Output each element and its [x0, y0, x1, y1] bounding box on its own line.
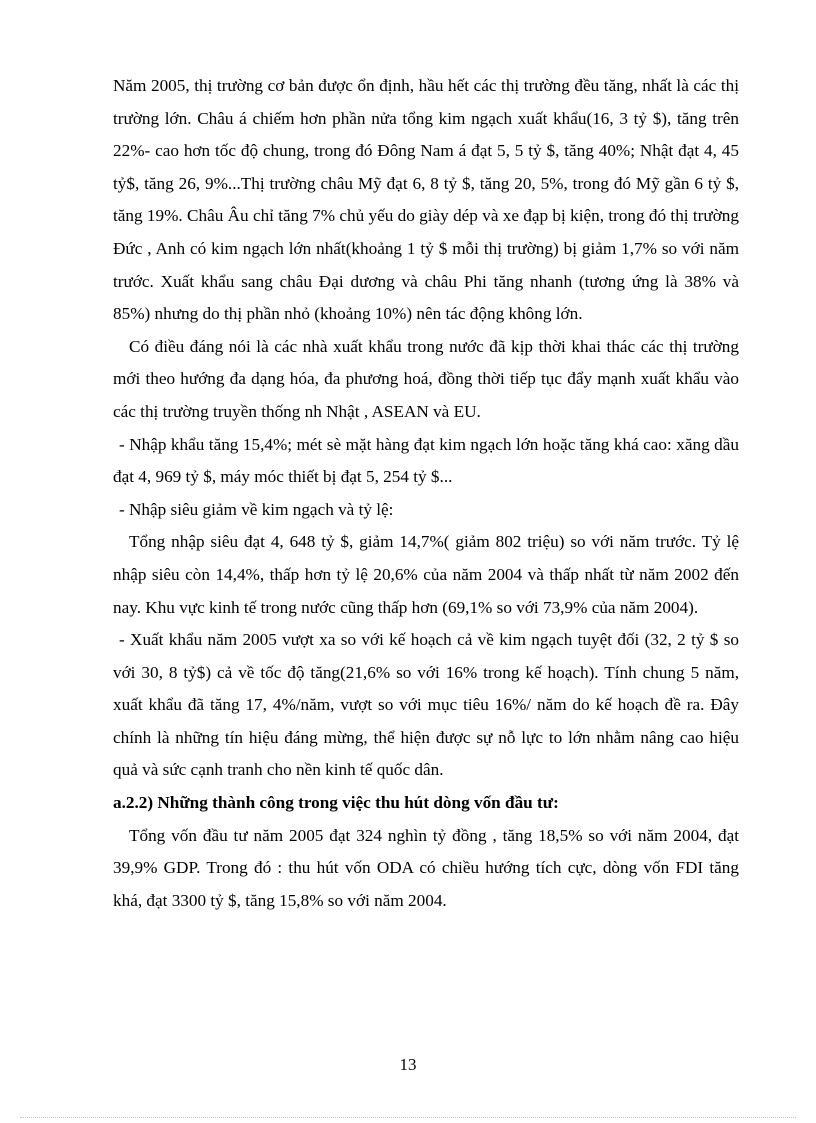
paragraph-export-markets: Năm 2005, thị trường cơ bản được ổn định, hầu hết các thị trường đều tăng, nhất là các thị trường lớn. Châu á chiếm hơn phần nửa tổng kim ngạch xuất khẩu(16, 3 tỷ $), tăng trên 22%- cao hơn tốc độ chung, trong đó Đông Nam á đạt 5, 5 tỷ $, tăng 40%; Nhật đạt 4, 45 tỷ$, tăng 26, 9%...Thị trường châu Mỹ đạt 6, 8 tỷ $, tăng 20, 5%, trong đó Mỹ gần 6 tỷ $, tăng 19%. Châu Âu chỉ tăng 7% chủ yếu do giày dép và xe đạp bị kiện, trong đó thị trường Đức , Anh có kim ngạch lớn nhất(khoảng 1 tỷ $ mỗi thị trường) bị giảm 1,7% so với năm trước. Xuất khẩu sang châu Đại dương và châu Phi tăng nhanh (tương ứng là 38% và 85%) nhưng do thị phần nhỏ (khoảng 10%) nên tác động không lớn. — [113, 76, 739, 324]
bullet-imports: - Nhập khẩu tăng 15,4%; mét sè mặt hàng đạt kim ngạch lớn hoặc tăng khá cao: xăng dầu đạt 4, 969 tỷ $, máy móc thiết bị đạt 5, 254 tỷ $... — [113, 434, 739, 487]
section-heading: a.2.2) Những thành công trong việc thu hút dòng vốn đầu tư: — [113, 793, 559, 813]
page-bottom-divider — [20, 1117, 796, 1118]
document-body — [113, 70, 739, 917]
paragraph-investment: Tổng vốn đầu tư năm 2005 đạt 324 nghìn tỷ đồng , tăng 18,5% so với năm 2004, đạt 39,9% GDP. Trong đó : thu hút vốn ODA có chiều hướng tích cực, dòng vốn FDI tăng khá, đạt 3300 tỷ $, tăng 15,8% so với năm 2004. — [113, 825, 739, 910]
paragraph-market-diversification: Có điều đáng nói là các nhà xuất khẩu trong nước đã kịp thời khai thác các thị trường mới theo hướng đa dạng hóa, đa phương hoá, đồng thời tiếp tục đẩy mạnh xuất khẩu vào các thị trường truyền thống nh Nhật , ASEAN và EU. — [113, 336, 739, 421]
bullet-export-plan: - Xuất khẩu năm 2005 vượt xa so với kế hoạch cả về kim ngạch tuyệt đối (32, 2 tỷ $ so với 30, 8 tỷ$) cả về tốc độ tăng(21,6% so với 16% trong kế hoạch). Tính chung 5 năm, xuất khẩu đã tăng 17, 4%/năm, vượt so với mục tiêu 16%/ năm do kế hoạch đề ra. Đây chính là những tín hiệu đáng mừng, thể hiện được sự nỗ lực to lớn nhằm nâng cao hiệu quả và sức cạnh tranh cho nền kinh tế quốc dân. — [113, 630, 739, 780]
paragraph-trade-deficit-details: Tổng nhập siêu đạt 4, 648 tỷ $, giảm 14,7%( giảm 802 triệu) so với năm trước. Tỷ lệ nhập siêu còn 14,4%, thấp hơn tỷ lệ 20,6% của năm 2004 và thấp nhất từ năm 2002 đến nay. Khu vực kinh tế trong nước cũng thấp hơn (69,1% so với 73,9% của năm 2004). — [113, 532, 739, 617]
page-number: 13 — [399, 1055, 417, 1074]
bullet-trade-deficit: - Nhập siêu giảm về kim ngạch và tỷ lệ: — [119, 499, 394, 519]
